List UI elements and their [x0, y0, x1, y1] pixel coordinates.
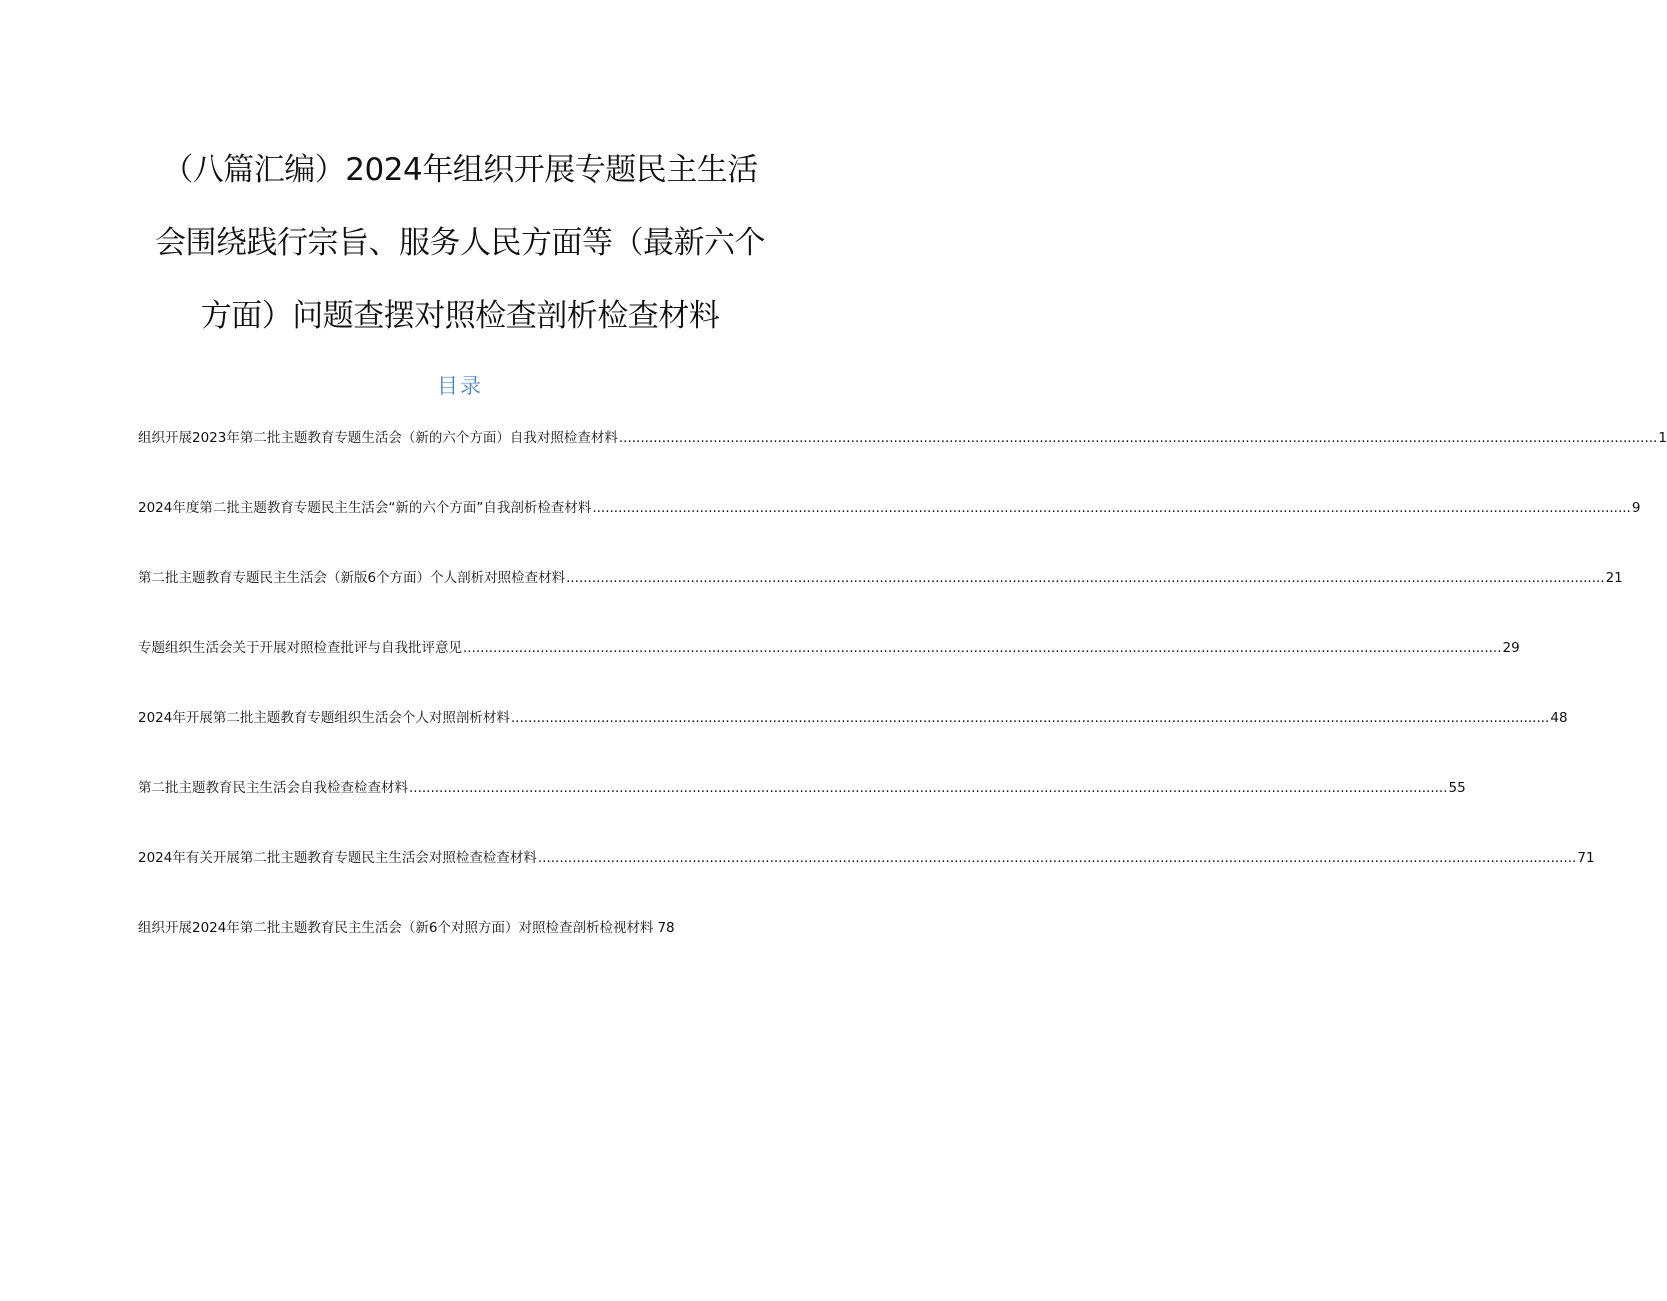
toc-heading: 目录: [437, 374, 483, 398]
toc-entry[interactable]: [138, 638, 1520, 708]
toc-entry-title: 2024年有关开展第二批主题教育专题民主生活会对照检查检查材料: [138, 850, 537, 866]
toc-page-number: 55: [1448, 780, 1466, 796]
toc-entry-title: 专题组织生活会关于开展对照检查批评与自我批评意见: [138, 640, 462, 656]
toc-entry[interactable]: [138, 428, 1667, 498]
toc-entry[interactable]: [138, 568, 1623, 638]
toc-page-number: 1: [1658, 430, 1667, 446]
toc-entry-title: 组织开展2024年第二批主题教育民主生活会（新6个对照方面）对照检查剖析检视材料: [138, 920, 654, 936]
toc-entry-title: 2024年开展第二批主题教育专题组织生活会个人对照剖析材料: [138, 710, 510, 726]
toc-page-number: 78: [657, 920, 675, 936]
toc-page-number: 29: [1502, 640, 1520, 656]
toc-page-number: 21: [1605, 570, 1623, 586]
toc-entry[interactable]: [138, 848, 1595, 918]
toc-entry-title: 2024年度第二批主题教育专题民主生活会“新的六个方面”自我剖析检查材料: [138, 500, 592, 516]
toc-entry-title: 第二批主题教育专题民主生活会（新版6个方面）个人剖析对照检查材料: [138, 570, 566, 586]
toc-dot-leader: [511, 708, 1550, 728]
toc-dot-leader: [538, 848, 1577, 868]
toc-dot-leader: [592, 498, 1631, 518]
toc-page-number: 9: [1631, 500, 1641, 516]
title-line-2: 会围绕践行宗旨、服务人民方面等（最新六个: [155, 225, 765, 261]
title-line-1: （八篇汇编）2024年组织开展专题民主生活: [162, 152, 758, 188]
toc-entry-title: 组织开展2023年第二批主题教育专题生活会（新的六个方面）自我对照检查材料: [138, 430, 618, 446]
toc-page-number: 71: [1577, 850, 1595, 866]
toc-entry[interactable]: [138, 708, 1568, 778]
toc-dot-leader: [463, 638, 1502, 658]
toc-entry[interactable]: [138, 778, 1466, 848]
toc-dot-leader: [409, 778, 1448, 798]
toc-dot-leader: [619, 428, 1658, 448]
toc-entry-title: 第二批主题教育民主生活会自我检查检查材料: [138, 780, 408, 796]
toc-entry[interactable]: [138, 918, 774, 988]
table-of-contents: [138, 428, 1667, 988]
title-line-3: 方面）问题查摆对照检查剖析检查材料: [200, 298, 720, 334]
document-title: [150, 134, 770, 353]
toc-page-number: 48: [1550, 710, 1568, 726]
toc-dot-leader: [566, 568, 1605, 588]
toc-entry[interactable]: [138, 498, 1641, 568]
